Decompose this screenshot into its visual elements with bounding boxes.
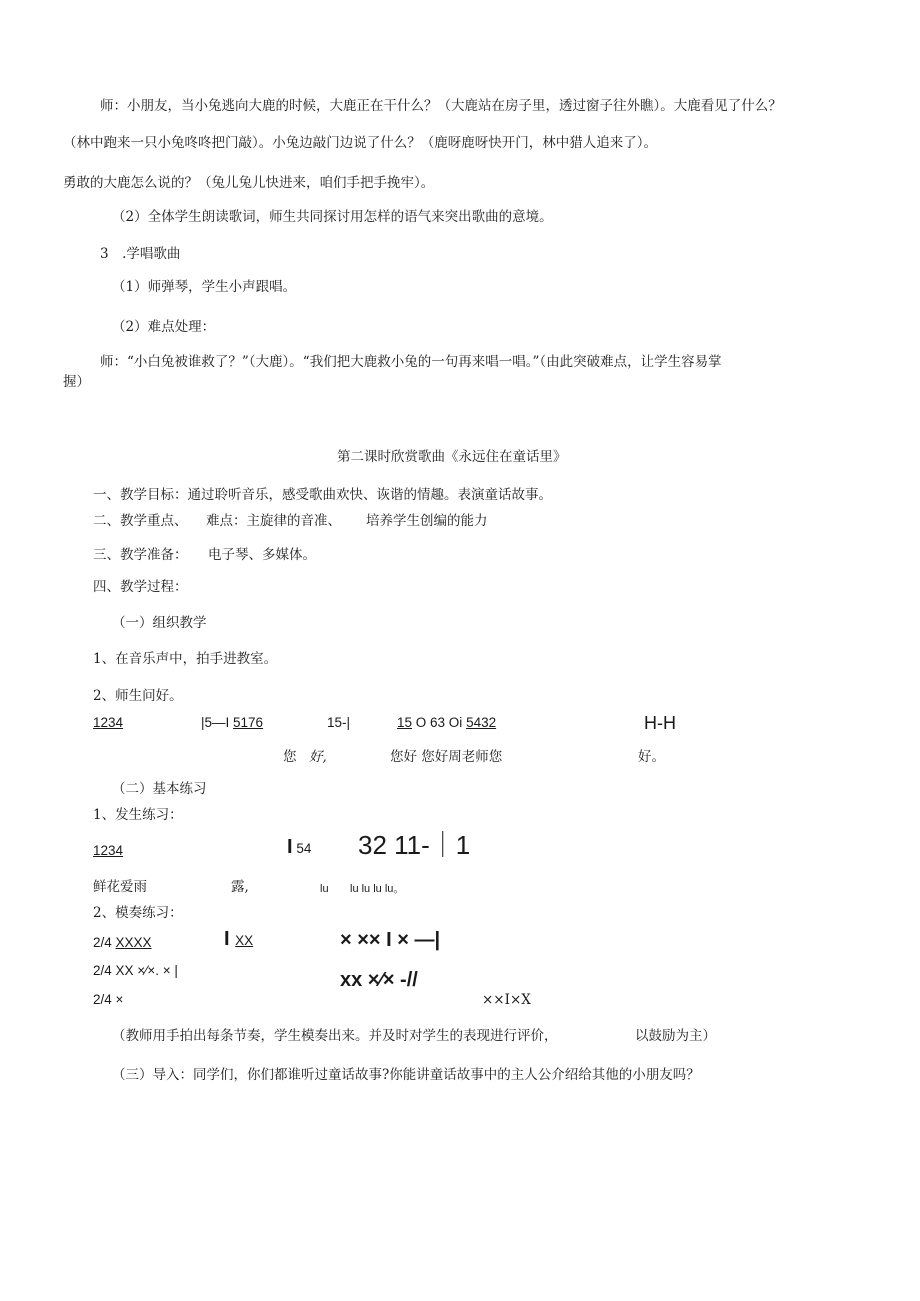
rhythm-line: xx ×⁄× -//	[340, 969, 418, 991]
prep-text: 电子琴、多媒体。	[208, 547, 316, 563]
step-text: 1、发生练习：	[93, 807, 183, 823]
notation	[287, 838, 311, 858]
step-text: （2）全体学生朗读歌词，师生共同探讨用怎样的语气来突出歌曲的意境。	[112, 209, 553, 225]
step-text: （1）师弹琴，学生小声跟唱。	[112, 279, 297, 295]
notation: 1234	[93, 843, 124, 858]
notation-part: 54	[296, 841, 312, 856]
rhythm-line	[93, 934, 152, 952]
focus-text: 培养学生创编的能力	[366, 513, 488, 529]
note-text: 以鼓励为主）	[635, 1028, 716, 1044]
process-heading: 四、教学过程：	[93, 579, 188, 595]
section-heading: 3 .学唱歌曲	[100, 246, 181, 262]
goal-text: 一、教学目标：通过聆听音乐，感受歌曲欢快、诙谐的情趣。表演童话故事。	[93, 487, 552, 503]
notation: 15-|	[327, 715, 351, 730]
lesson-title: 第二课时欣赏歌曲《永远住在童话里》	[337, 449, 567, 465]
prep-text: 三、教学准备：	[93, 547, 188, 563]
notation	[397, 714, 496, 732]
lyric: lu lu lu lu。	[350, 883, 405, 895]
lyric: lu	[320, 883, 329, 895]
notation	[201, 714, 263, 732]
sub-heading: （二）基本练习	[112, 781, 207, 797]
rhythm-line: × ×× I × —|	[340, 929, 441, 951]
notation-part: 5432	[466, 715, 497, 730]
step-text: 2、模奏练习：	[93, 905, 183, 921]
lyric: 露,	[231, 879, 249, 895]
intro-text: （三）导入：同学们，你们都谁听过童话故事?你能讲童话故事中的主人公介绍给其他的小朋友吗？	[112, 1067, 700, 1083]
notation: 1234	[93, 715, 124, 730]
paragraph-line: （林中跑来一只小兔咚咚把门敲）。小兔边敲门边说了什么？（鹿呀鹿呀快开门，林中猎人追来了）。	[63, 135, 657, 151]
rhythm-line: 2/4 ×	[93, 992, 124, 1007]
lyric: 您好 您好周老师您	[390, 749, 503, 765]
focus-text: 二、教学重点、	[93, 513, 188, 529]
notation: 32 11-｜1	[358, 830, 471, 860]
rhythm-line: 2/4 XX ×⁄×. × |	[93, 963, 178, 978]
step-text: 1、在音乐声中，拍手进教室。	[93, 651, 278, 667]
step-text: （2）难点处理：	[112, 319, 216, 335]
notation-part: O 63 Oi	[412, 715, 467, 730]
sub-heading: （一）组织教学	[112, 615, 207, 631]
notation: H-H	[644, 713, 676, 733]
rhythm-part: 2/4	[93, 935, 116, 950]
lyric: 好。	[638, 749, 665, 765]
notation-part: 15	[397, 715, 413, 730]
rhythm-part: XX	[235, 933, 254, 948]
notation-part: |5—I	[201, 715, 234, 730]
notation-part: I	[287, 836, 293, 858]
note-text: （教师用手拍出每条节奏，学生模奏出来。并及时对学生的表现进行评价，	[112, 1028, 558, 1044]
notation-part: 5176	[233, 715, 264, 730]
paragraph-line: 师：小朋友，当小兔逃向大鹿的时候，大鹿正在干什么？（大鹿站在房子里，透过窗子往外瞧）。大鹿看见了什么？	[100, 98, 782, 114]
rhythm-line: ××I×X	[482, 992, 531, 1008]
lyric: 鲜花爱雨	[93, 879, 147, 895]
rhythm-line	[224, 930, 253, 950]
focus-text: 难点：主旋律的音准、	[206, 513, 341, 529]
lyric: 您	[283, 749, 297, 765]
lyric: 好,	[309, 749, 327, 765]
rhythm-part: I	[224, 928, 236, 950]
step-text: 2、师生问好。	[93, 688, 183, 704]
rhythm-part: XXXX	[115, 935, 152, 950]
paragraph-line: 勇敢的大鹿怎么说的？（兔儿兔儿快进来，咱们手把手挽牢）。	[63, 175, 435, 191]
paragraph-line: 师：“小白兔被谁救了？”（大鹿）。“我们把大鹿救小兔的一句再来唱一唱。”（由此突破难点，让学生容易掌	[100, 354, 722, 370]
paragraph-line: 握）	[63, 374, 90, 390]
